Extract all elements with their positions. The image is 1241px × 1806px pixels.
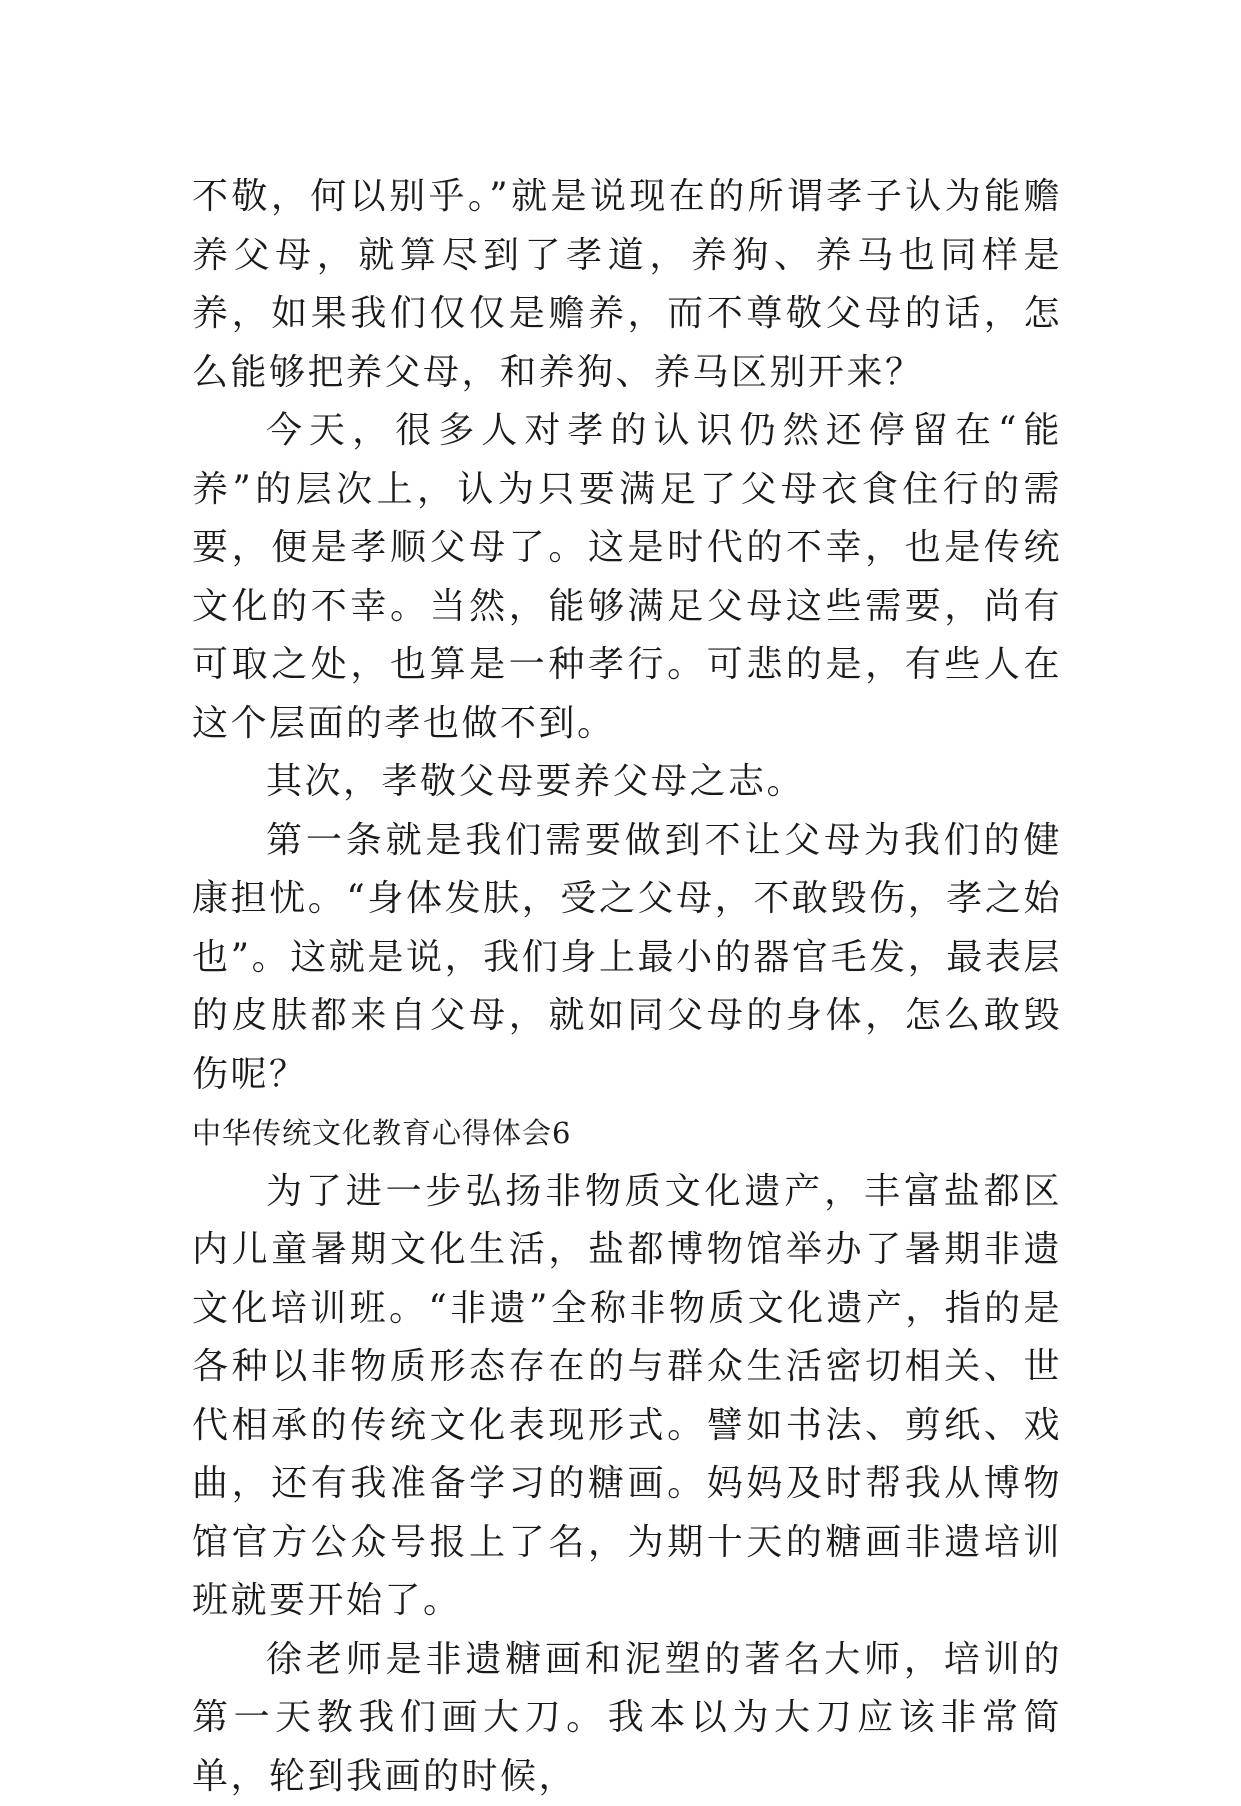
paragraph: 不敬，何以别乎。”就是说现在的所谓孝子认为能赡养父母，就算尽到了孝道，养狗、养马也同样是养，如果我们仅仅是赡养，而不尊敬父母的话，怎么能够把养父母，和养狗、养马区别开来？ [192, 168, 1062, 402]
paragraph: 其次，孝敬父母要养父母之志。 [192, 753, 1062, 812]
paragraph: 今天，很多人对孝的认识仍然还停留在“能养”的层次上，认为只要满足了父母衣食住行的需要，便是孝顺父母了。这是时代的不幸，也是传统文化的不幸。当然，能够满足父母这些需要，尚有可取之处，也算是一种孝行。可悲的是，有些人在这个层面的孝也做不到。 [192, 402, 1062, 753]
paragraph: 为了进一步弘扬非物质文化遗产，丰富盐都区内儿童暑期文化生活，盐都博物馆举办了暑期非遗文化培训班。“非遗”全称非物质文化遗产，指的是各种以非物质形态存在的与群众生活密切相关、世代相承的传统文化表现形式。譬如书法、剪纸、戏曲，还有我准备学习的糖画。妈妈及时帮我从博物馆官方公众号报上了名，为期十天的糖画非遗培训班就要开始了。 [192, 1163, 1062, 1631]
paragraph: 第一条就是我们需要做到不让父母为我们的健康担忧。“身体发肤，受之父母，不敢毁伤，孝之始也”。这就是说，我们身上最小的器官毛发，最表层的皮肤都来自父母，就如同父母的身体，怎么敢毁伤呢？ [192, 812, 1062, 1105]
section-title: 中华传统文化教育心得体会6 [192, 1104, 1062, 1163]
paragraph: 徐老师是非遗糖画和泥塑的著名大师，培训的第一天教我们画大刀。我本以为大刀应该非常简单，轮到我画的时候， [192, 1631, 1062, 1806]
document-body [192, 168, 1062, 1806]
